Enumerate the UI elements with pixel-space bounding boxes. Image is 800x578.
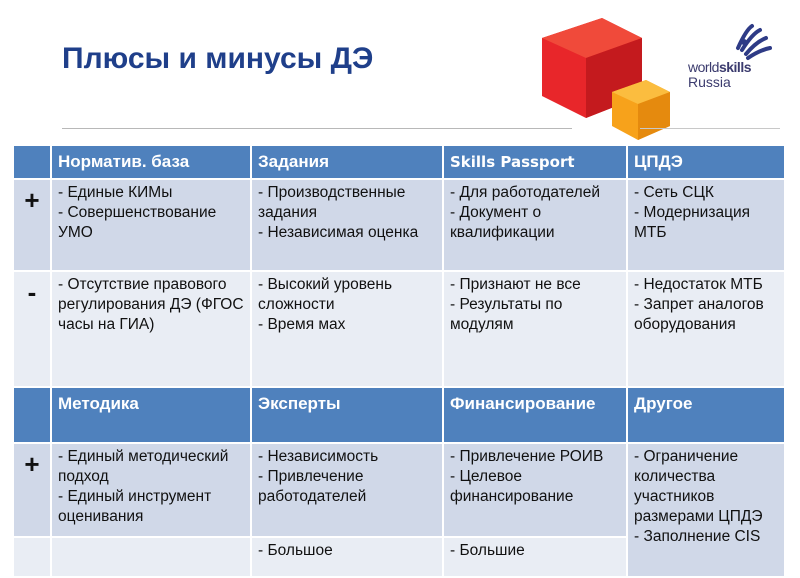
table-cell	[443, 179, 627, 271]
logo-text	[688, 60, 751, 90]
pros-cons-table	[12, 144, 786, 578]
cell-line: - Для работодателей	[450, 184, 600, 201]
header-cell: Эксперты	[251, 387, 443, 443]
cell-line: - Привлечение РОИВ	[450, 448, 604, 465]
cell-line: - Документ о квалификации	[450, 204, 555, 241]
header-cell: Норматив. база	[51, 145, 251, 179]
plus-sign: +	[13, 179, 51, 271]
table1-header-row	[13, 145, 785, 179]
cell-line: - Большое	[258, 542, 333, 559]
table-cell	[51, 179, 251, 271]
cell-line: - Единый методический подход	[58, 448, 229, 485]
cell-line: - Совершенствование УМО	[58, 204, 217, 241]
minus-sign	[13, 537, 51, 577]
cell-line: - Отсутствие правового регулирования ДЭ (ФГОС часы на ГИА)	[58, 276, 244, 333]
header-corner	[13, 145, 51, 179]
cubes-graphic	[530, 0, 680, 140]
cell-line: - Недостаток МТБ	[634, 276, 763, 293]
table-cell	[251, 179, 443, 271]
cell-line: - Единый инструмент оценивания	[58, 488, 212, 525]
cell-line: - Независимость	[258, 448, 379, 465]
cell-line: - Большие	[450, 542, 525, 559]
table-cell	[627, 179, 785, 271]
table-cell	[51, 443, 251, 537]
minus-sign: -	[13, 271, 51, 387]
cell-line: - Единые КИМы	[58, 184, 173, 201]
header-cell: Методика	[51, 387, 251, 443]
logo-brand-b: skills	[718, 59, 751, 75]
plus-sign: +	[13, 443, 51, 537]
table-cell	[627, 443, 785, 577]
header-cell: Другое	[627, 387, 785, 443]
table-cell	[443, 537, 627, 577]
table1-minus-row	[13, 271, 785, 387]
header-cell: Финансирование	[443, 387, 627, 443]
cell-line: - Заполнение CIS	[634, 528, 761, 545]
divider-line-right	[640, 128, 780, 129]
cell-line: - Запрет аналогов оборудования	[634, 296, 764, 333]
table-cell	[627, 271, 785, 387]
table-cell	[443, 271, 627, 387]
cell-line: - Результаты по модулям	[450, 296, 563, 333]
table-cell	[251, 443, 443, 537]
cell-line: - Производственные задания	[258, 184, 406, 221]
logo-brand-a: world	[688, 59, 719, 75]
divider-line	[62, 128, 572, 129]
cell-line: - Высокий уровень сложности	[258, 276, 393, 313]
cell-line: - Ограничение количества участников размерами ЦПДЭ	[634, 448, 763, 525]
cell-line: - Модернизация МТБ	[634, 204, 750, 241]
page-title: Плюсы и минусы ДЭ	[62, 42, 374, 75]
cell-line: - Время мах	[258, 316, 346, 333]
header-cell: Skills Passport	[443, 145, 627, 179]
cell-line: - Сеть СЦК	[634, 184, 714, 201]
logo-brand-c: Russia	[688, 74, 731, 90]
cell-line: - Признают не все	[450, 276, 581, 293]
cell-line: - Независимая оценка	[258, 224, 419, 241]
cell-line: - Привлечение работодателей	[258, 468, 367, 505]
table-cell	[51, 271, 251, 387]
table1-plus-row	[13, 179, 785, 271]
header-cell: ЦПДЭ	[627, 145, 785, 179]
header-cell: Задания	[251, 145, 443, 179]
table-cell	[251, 271, 443, 387]
table2-plus-row	[13, 443, 785, 537]
cell-line: - Целевое финансирование	[450, 468, 574, 505]
table-cell	[443, 443, 627, 537]
table-cell	[51, 537, 251, 577]
table2-header-row	[13, 387, 785, 443]
table-cell	[251, 537, 443, 577]
header-corner	[13, 387, 51, 443]
